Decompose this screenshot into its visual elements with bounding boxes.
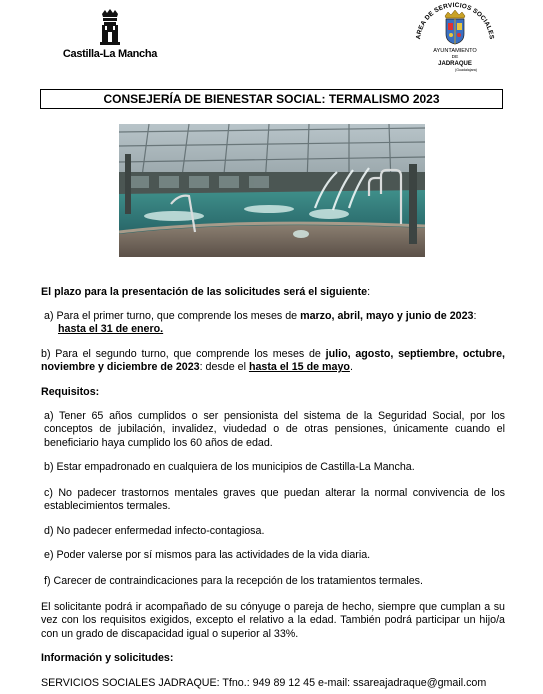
plazo-b-deadline: hasta el 15 de mayo (248, 361, 350, 374)
requisito-a: a) Tener 65 años cumplidos o ser pensionista del sistema de la Seguridad Social, por los conceptos de jubilación, invalidez, viudedad o de otras pensiones, únicamente cuando el beneficiario haya cumplido los 60 años de edad. (44, 410, 505, 449)
plazo-a-colon: : (473, 310, 477, 322)
jadraque-social-services-logo (412, 2, 498, 74)
plazo-a-deadline: hasta el 31 de enero. (58, 323, 164, 336)
plazo-item-b (41, 348, 505, 375)
plazo-heading-colon: : (367, 286, 371, 298)
logo-line-3: JADRAQUE (438, 61, 472, 67)
requisito-c: c) No padecer trastornos mentales graves que puedan alterar la normal convivencia de los establecimientos termales. (44, 487, 505, 513)
plazo-heading (41, 286, 505, 299)
logo-line-4: (Guadalajara) (455, 68, 477, 72)
plazo-b-middle: : desde el (199, 361, 249, 374)
thermal-pool-photo (119, 124, 425, 257)
acompanante-paragraph: El solicitante podrá ir acompañado de su cónyuge o pareja de hecho, siempre que cumplan a su vez con los requisitos exigidos, excepto el relativo a la edad. También podrá participar un hijo/a con un grado de discapacidad igual o superior al 33%. (41, 601, 505, 640)
requisito-e: e) Poder valerse por sí mismos para las actividades de la vida diaria. (44, 549, 371, 561)
castilla-la-mancha-logo (60, 8, 160, 70)
page-title: CONSEJERÍA DE BIENESTAR SOCIAL: TERMALISMO 2023 (40, 89, 503, 109)
info-heading: Información y solicitudes: (41, 652, 174, 664)
plazo-a-text: Para el primer turno, que comprende los meses de (56, 310, 301, 322)
logo-line-2: DE (451, 55, 459, 60)
requisito-b: b) Estar empadronado en cualquiera de los municipios de Castilla-La Mancha. (44, 461, 415, 473)
requisito-f: f) Carecer de contraindicaciones para la recepción de los tratamientos termales. (44, 575, 423, 587)
requisito-d: d) No padecer enfermedad infecto-contagiosa. (44, 525, 265, 537)
plazo-b-text: Para el segundo turno, que comprende los meses de (55, 348, 326, 360)
logo-line-1: AYUNTAMIENTO (433, 48, 477, 54)
plazo-b-months: julio, agosto, septiembre, octubre, noviembre y diciembre de 2023 (41, 348, 505, 374)
castle-crown-emblem-icon (98, 8, 122, 46)
plazo-item-a (41, 310, 505, 337)
plazo-a-months: marzo, abril, mayo y junio de 2023 (300, 310, 474, 322)
plazo-heading-text: El plazo para la presentación de las solicitudes será el siguiente (41, 286, 368, 298)
coat-of-arms-icon (445, 10, 465, 44)
brand-name: Castilla-La Mancha (62, 48, 158, 60)
plazo-a-marker: a) (44, 310, 54, 322)
contact-line: SERVICIOS SOCIALES JADRAQUE: Tfno.: 949 89 12 45 e-mail: ssareajadraque@gmail.com (41, 677, 487, 689)
requisitos-heading: Requisitos: (41, 386, 100, 398)
plazo-b-end: . (349, 361, 353, 374)
logo-arc-text: AREA DE SERVICIOS SOCIALES (415, 2, 495, 40)
plazo-b-marker: b) (41, 348, 51, 360)
